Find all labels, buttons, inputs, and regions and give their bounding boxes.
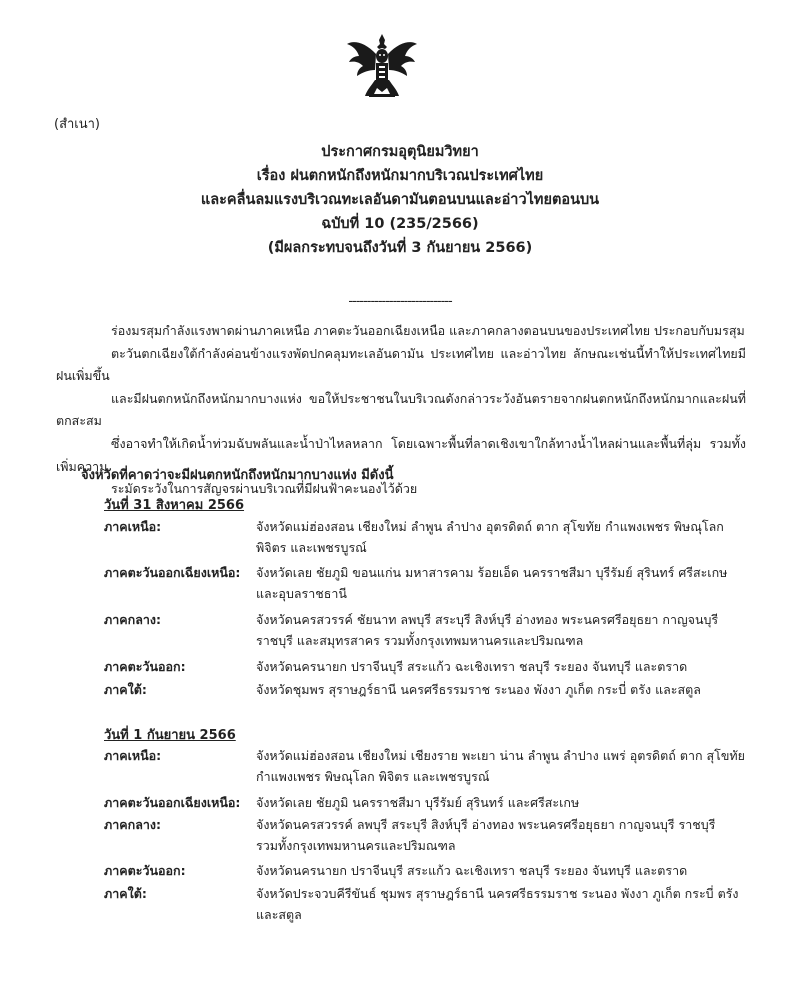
region-provinces: [256, 609, 754, 651]
province-line: รวมทั้งกรุงเทพมหานครและปริมณฑล: [256, 838, 456, 853]
garuda-emblem-icon: [345, 32, 419, 100]
region-label: ภาคกลาง:: [104, 817, 161, 832]
region-provinces: [256, 860, 754, 881]
region-label: ภาคตะวันออกเฉียงเหนือ:: [104, 795, 241, 810]
region-provinces: [256, 679, 754, 700]
province-line: จังหวัดนครนายก ปราจีนบุรี สระแก้ว ฉะเชิงเทรา ชลบุรี ระยอง จันทบุรี และตราด: [256, 863, 688, 878]
title-line: และคลื่นลมแรงบริเวณทะเลอันดามันตอนบนและอ่าวไทยตอนบน: [200, 192, 600, 208]
title-line: ฉบับที่ 10 (235/2566): [321, 216, 479, 232]
province-line: จังหวัดประจวบคีรีขันธ์ ชุมพร สุราษฎร์ธานี นครศรีธรรมราช ระนอง พังงา ภูเก็ต กระบี่ ตรัง: [256, 886, 739, 901]
day-date: วันที่ 1 กันยายน 2566: [104, 728, 236, 743]
region-label: ภาคใต้:: [104, 886, 147, 901]
announcement-heading: [0, 140, 800, 260]
paragraph-line: ร่องมรสุมกำลังแรงพาดผ่านภาคเหนือ ภาคตะวันออกเฉียงเหนือ และภาคกลางตอนบนของประเทศไทย ประกอบกับมรสุม: [111, 323, 745, 338]
region-label: ภาคตะวันออกเฉียงเหนือ:: [104, 565, 241, 580]
province-line: จังหวัดนครสวรรค์ ลพบุรี สระบุรี สิงห์บุรี อ่างทอง พระนครศรีอยุธยา กาญจนบุรี ราชบุรี: [256, 817, 716, 832]
paragraph-line: และมีฝนตกหนักถึงหนักมากบางแห่ง ขอให้ประชาชนในบริเวณดังกล่าวระวังอันตรายจากฝนตกหนักถึงหนักมากและฝนที่ตกสะสม: [56, 390, 746, 429]
copy-label: (สำเนา): [54, 117, 101, 132]
region-label: ภาคเหนือ:: [104, 748, 162, 763]
region-label: ภาคเหนือ:: [104, 519, 162, 534]
provinces-subheading: จังหวัดที่คาดว่าจะมีฝนตกหนักถึงหนักมากบางแห่ง มีดังนี้: [81, 468, 394, 483]
province-line: จังหวัดเลย ชัยภูมิ นครราชสีมา บุรีรัมย์ สุรินทร์ และศรีสะเกษ: [256, 795, 580, 810]
region-provinces: [256, 745, 754, 787]
title-line: (มีผลกระทบจนถึงวันที่ 3 กันยายน 2566): [267, 240, 533, 256]
divider: ----------------------------: [348, 294, 452, 309]
province-line: พิจิตร และเพชรบูรณ์: [256, 540, 367, 555]
paragraph-line: ซึ่งอาจทำให้เกิดน้ำท่วมฉับพลันและน้ำป่าไหลหลาก โดยเฉพาะพื้นที่ลาดเชิงเขาใกล้ทางน้ำไหลผ่านและพื้นที่ลุ่ม รวมทั้งเพิ่มความ: [56, 435, 746, 474]
region-provinces: [256, 814, 754, 856]
day-date: วันที่ 31 สิงหาคม 2566: [104, 498, 245, 513]
province-line: และอุบลราชธานี: [256, 586, 347, 601]
province-line: และสตูล: [256, 907, 302, 922]
region-provinces: [256, 562, 754, 604]
province-line: ราชบุรี และสมุทรสาคร รวมทั้งกรุงเทพมหานครและปริมณฑล: [256, 633, 584, 648]
province-line: จังหวัดแม่ฮ่องสอน เชียงใหม่ เชียงราย พะเยา น่าน ลำพูน ลำปาง แพร่ อุตรดิตถ์ ตาก สุโขทัย: [256, 748, 745, 763]
province-line: จังหวัดชุมพร สุราษฎร์ธานี นครศรีธรรมราช ระนอง พังงา ภูเก็ต กระบี่ ตรัง และสตูล: [256, 682, 701, 697]
title-line: เรื่อง ฝนตกหนักถึงหนักมากบริเวณประเทศไทย: [256, 168, 544, 184]
region-provinces: [256, 792, 754, 813]
region-label: ภาคตะวันออก:: [104, 863, 186, 878]
region-label: ภาคใต้:: [104, 682, 147, 697]
title-line: ประกาศกรมอุตุนิยมวิทยา: [321, 144, 479, 160]
region-label: ภาคกลาง:: [104, 612, 161, 627]
paragraph-line: ระมัดระวังในการสัญจรผ่านบริเวณที่มีฝนฟ้าคะนองไว้ด้วย: [111, 481, 418, 497]
region-provinces: [256, 656, 754, 677]
province-line: จังหวัดเลย ชัยภูมิ ขอนแก่น มหาสารคาม ร้อยเอ็ด นครราชสีมา บุรีรัมย์ สุรินทร์ ศรีสะเกษ: [256, 565, 728, 580]
province-line: จังหวัดนครสวรรค์ ชัยนาท ลพบุรี สระบุรี สิงห์บุรี อ่างทอง พระนครศรีอยุธยา กาญจนบุรี: [256, 612, 719, 627]
paragraph-line: ตะวันตกเฉียงใต้กำลังค่อนข้างแรงพัดปกคลุมทะเลอันดามัน ประเทศไทย และอ่าวไทย ลักษณะเช่นนี้ทำให้ประเทศไทยมีฝนเพิ่มขึ้น: [56, 345, 746, 384]
region-label: ภาคตะวันออก:: [104, 659, 186, 674]
province-line: กำแพงเพชร พิษณุโลก พิจิตร และเพชรบูรณ์: [256, 769, 490, 784]
region-provinces: [256, 883, 754, 925]
region-provinces: [256, 516, 754, 558]
province-line: จังหวัดแม่ฮ่องสอน เชียงใหม่ ลำพูน ลำปาง อุตรดิตถ์ ตาก สุโขทัย กำแพงเพชร พิษณุโลก: [256, 519, 724, 534]
province-line: จังหวัดนครนายก ปราจีนบุรี สระแก้ว ฉะเชิงเทรา ชลบุรี ระยอง จันทบุรี และตราด: [256, 659, 688, 674]
